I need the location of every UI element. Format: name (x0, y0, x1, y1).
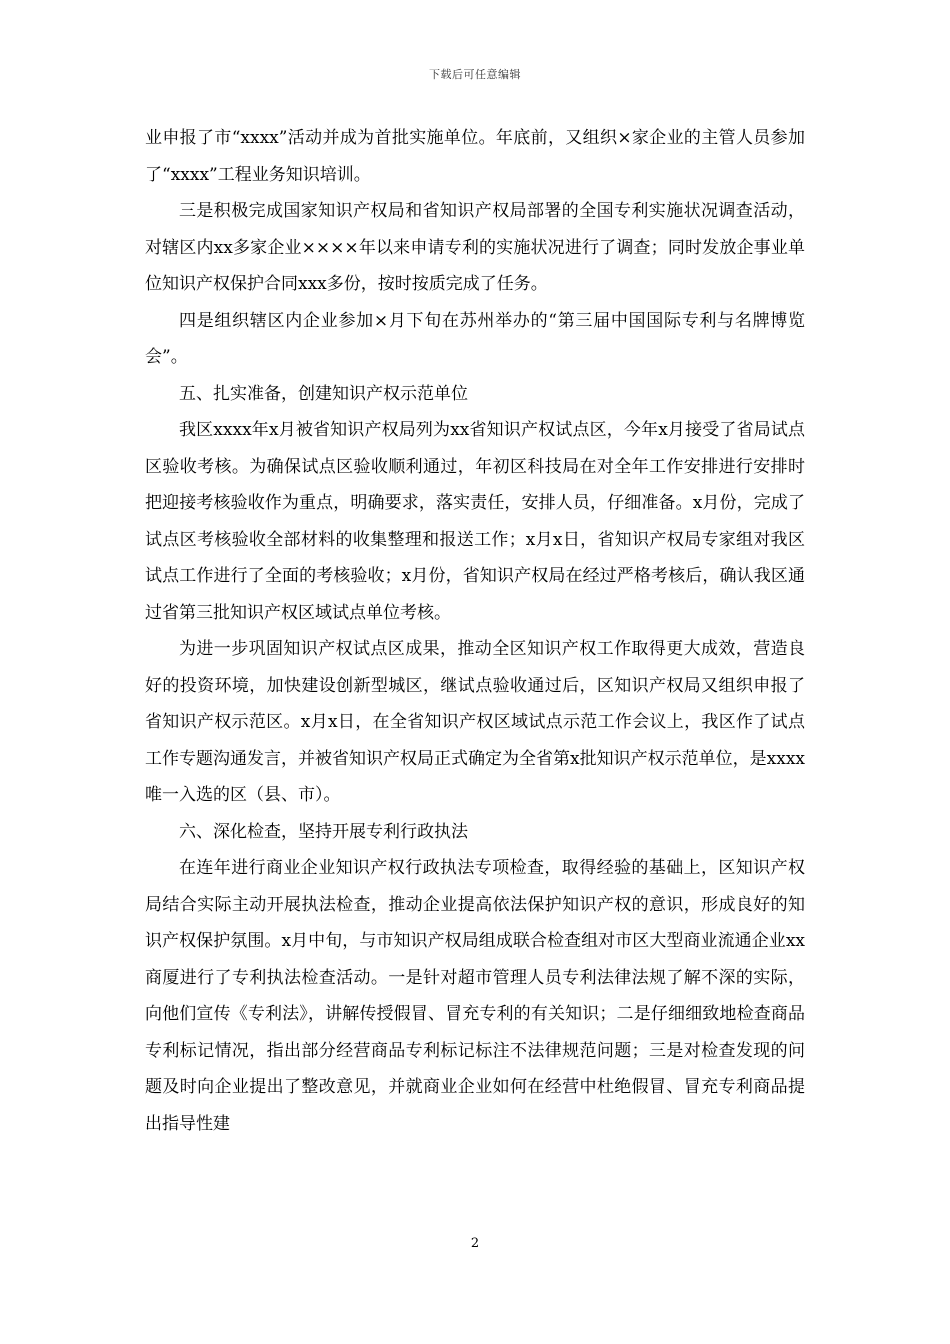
paragraph: 我区xxxx年x月被省知识产权局列为xx省知识产权试点区，今年x月接受了省局试点区验收考核。为确保试点区验收顺利通过，年初区科技局在对全年工作安排进行安排时把迎接考核验收作为重点，明确要求，落实责任，安排人员，仔细准备。x月份，完成了试点区考核验收全部材料的收集整理和报送工作；x月x日，省知识产权局专家组对我区试点工作进行了全面的考核验收；x月份，省知识产权局在经过严格考核后，确认我区通过省第三批知识产权区域试点单位考核。 (145, 420, 805, 623)
document-body (145, 120, 805, 1142)
paragraph: 业申报了市“xxxx”活动并成为首批实施单位。年底前，又组织×家企业的主管人员参加了“xxxx”工程业务知识培训。 (145, 128, 805, 185)
section-heading-6: 六、深化检查，坚持开展专利行政执法 (179, 821, 468, 842)
page-number: 2 (470, 1236, 480, 1251)
section-heading-5: 五、扎实准备，创建知识产权示范单位 (179, 383, 468, 404)
paragraph: 为进一步巩固知识产权试点区成果，推动全区知识产权工作取得更大成效，营造良好的投资环境，加快建设创新型城区，继试点验收通过后，区知识产权局又组织申报了省知识产权示范区。x月x日，在全省知识产权区域试点示范工作会议上，我区作了试点工作专题沟通发言，并被省知识产权局正式确定为全省第x批知识产权示范单位，是xxxx唯一入选的区（县、市）。 (145, 639, 805, 805)
paragraph: 在连年进行商业企业知识产权行政执法专项检查，取得经验的基础上，区知识产权局结合实际主动开展执法检查，推动企业提高依法保护知识产权的意识，形成良好的知识产权保护氛围。x月中旬，与市知识产权局组成联合检查组对市区大型商业流通企业xx商厦进行了专利执法检查活动。一是针对超市管理人员专利法律法规了解不深的实际，向他们宣传《专利法》，讲解传授假冒、冒充专利的有关知识；二是仔细细致地检查商品专利标记情况，指出部分经营商品专利标记标注不法律规范问题；三是对检查发现的问题及时向企业提出了整改意见，并就商业企业如何在经营中杜绝假冒、冒充专利商品提出指导性建 (145, 858, 805, 1134)
paragraph: 三是积极完成国家知识产权局和省知识产权局部署的全国专利实施状况调查活动，对辖区内xx多家企业××××年以来申请专利的实施状况进行了调查；同时发放企事业单位知识产权保护合同xxx多份，按时按质完成了任务。 (145, 201, 805, 294)
page-header: 下载后可任意编辑 (429, 68, 521, 81)
paragraph: 四是组织辖区内企业参加×月下旬在苏州举办的“第三届中国国际专利与名牌博览会”。 (145, 310, 805, 367)
